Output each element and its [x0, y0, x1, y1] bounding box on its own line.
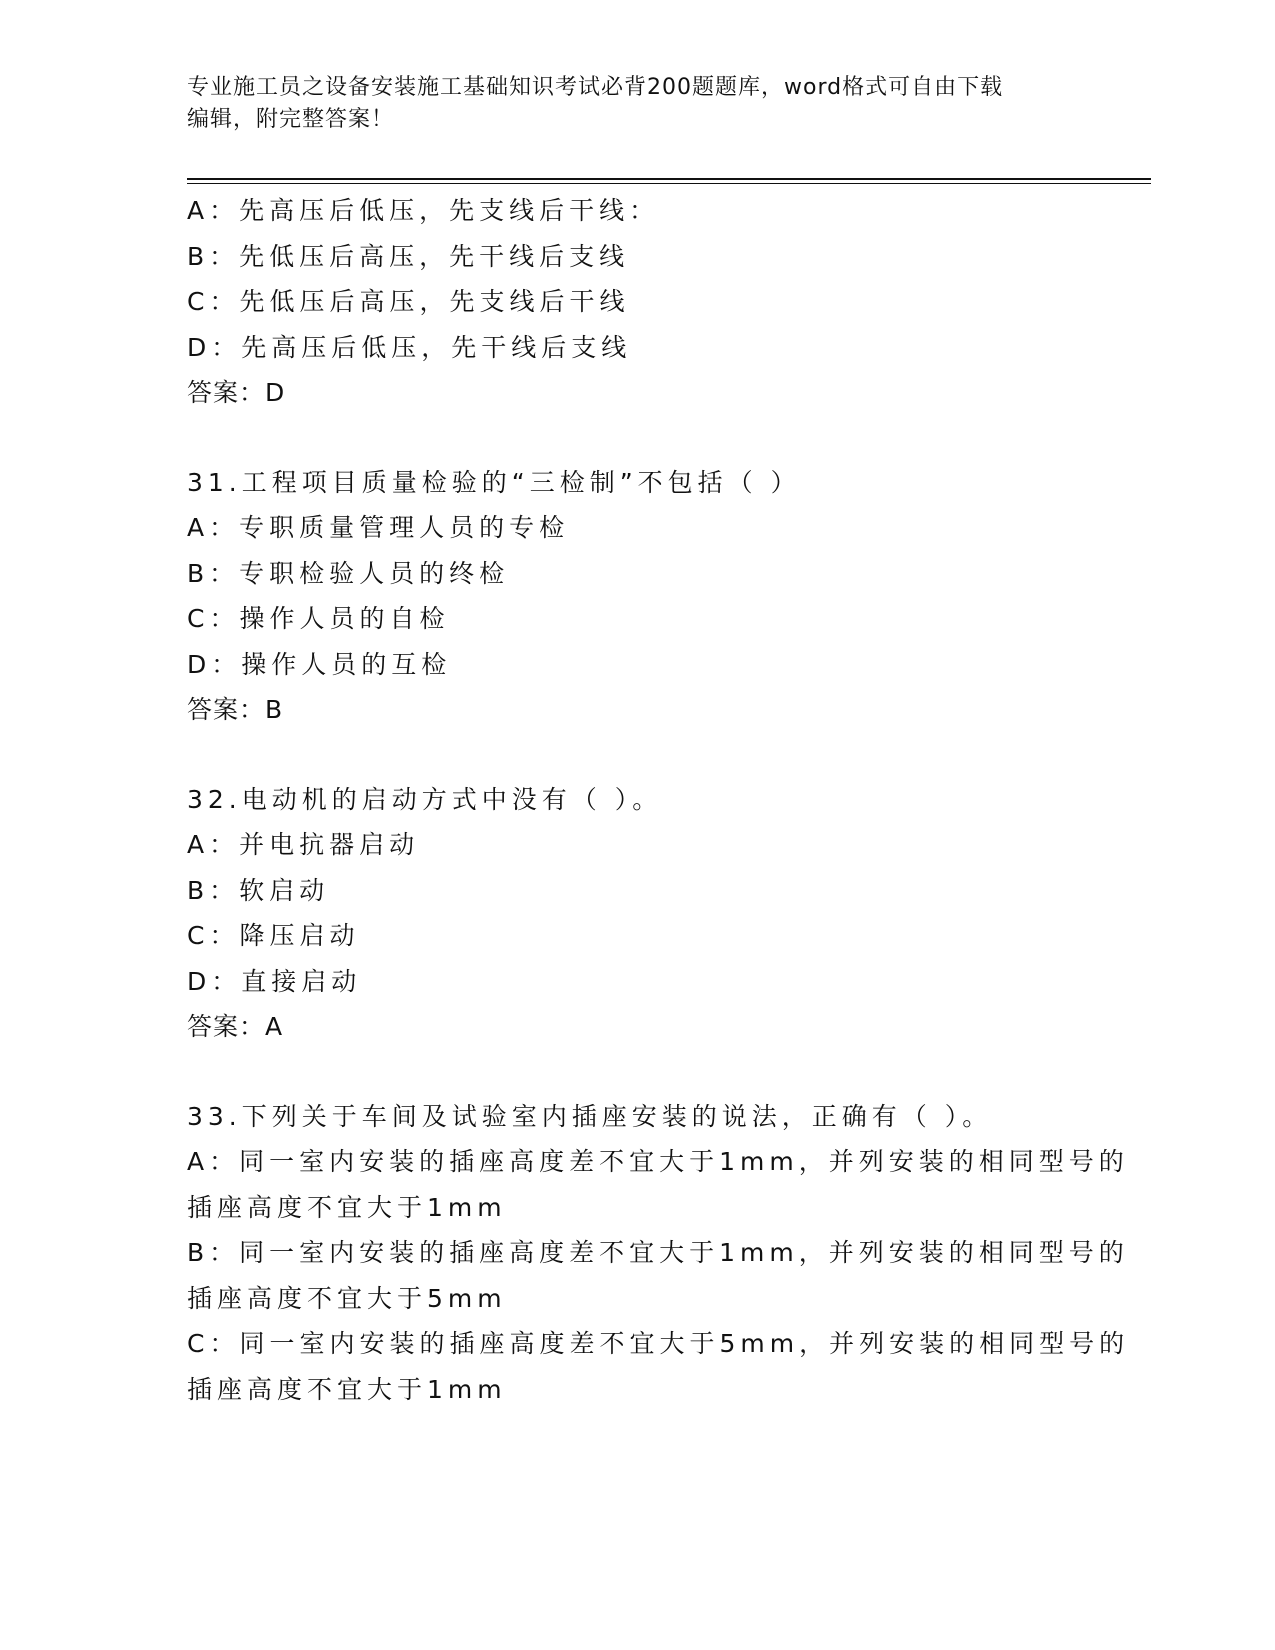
question-33-option-b-continued: 插座高度不宜大于5mm: [187, 1283, 507, 1313]
question-30-block: [187, 188, 1087, 416]
question-33-text: 33.下列关于车间及试验室内插座安装的说法，正确有（ ）。: [187, 1101, 993, 1131]
question-32-option-b: B：软启动: [187, 875, 330, 905]
question-30-option-c: C：先低压后高压，先支线后干线: [187, 287, 630, 316]
question-33-option-c: C：同一室内安装的插座高度差不宜大于5mm，并列安装的相同型号的: [187, 1329, 1130, 1358]
question-30-answer: 答案：D: [187, 378, 286, 407]
question-33-block: [187, 1094, 1130, 1413]
question-32-text: 32.电动机的启动方式中没有（ ）。: [187, 784, 663, 814]
question-31-option-c: C：操作人员的自检: [187, 604, 450, 633]
question-33-option-a: A：同一室内安装的插座高度差不宜大于1mm，并列安装的相同型号的: [187, 1147, 1129, 1176]
question-33-option-b: B：同一室内安装的插座高度差不宜大于1mm，并列安装的相同型号的: [187, 1238, 1129, 1267]
question-32-block: [187, 777, 1087, 1050]
question-31-option-d: D：操作人员的互检: [187, 649, 452, 679]
question-31-option-a: A：专职质量管理人员的专检: [187, 513, 570, 542]
question-30-option-a: A：先高压后低压，先支线后干线：: [187, 196, 660, 225]
question-30-option-b: B：先低压后高压，先干线后支线: [187, 241, 630, 271]
document-header: [187, 72, 1067, 136]
question-33-option-a-continued: 插座高度不宜大于1mm: [187, 1192, 507, 1222]
question-32-answer: 答案：A: [187, 1012, 284, 1041]
question-31-text: 31.工程项目质量检验的“三检制”不包括（ ）: [187, 467, 801, 497]
question-32-option-d: D：直接启动: [187, 966, 362, 996]
question-32-option-c: C：降压启动: [187, 921, 360, 950]
question-31-block: [187, 460, 1087, 733]
question-30-option-d: D：先高压后低压，先干线后支线: [187, 332, 632, 362]
question-list: [187, 188, 1130, 1412]
header-divider-thin: [187, 183, 1151, 184]
question-33-option-c-continued: 插座高度不宜大于1mm: [187, 1374, 507, 1404]
document-title-line-2: 编辑，附完整答案！: [187, 107, 395, 132]
question-32-option-a: A：并电抗器启动: [187, 830, 420, 859]
question-31-answer: 答案：B: [187, 695, 284, 724]
header-divider-thick: [187, 178, 1151, 180]
document-title-line-1: 专业施工员之设备安装施工基础知识考试必背200题题库，word格式可自由下载: [187, 75, 1004, 100]
question-31-option-b: B：专职检验人员的终检: [187, 558, 510, 588]
